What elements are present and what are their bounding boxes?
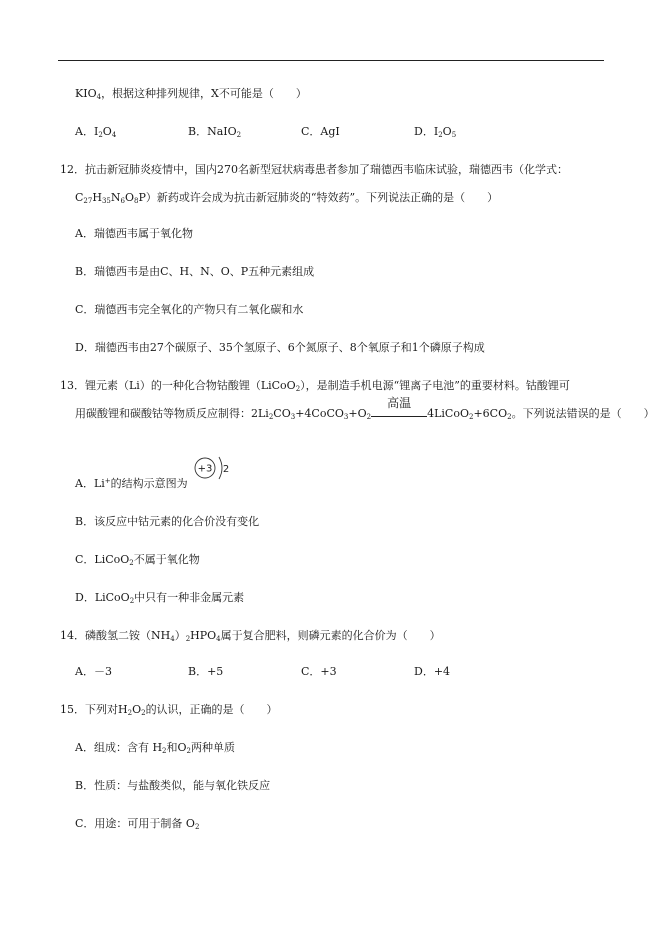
lithium-ion-structure-diagram [192,456,232,482]
q13-option-b: B．该反应中钴元素的化合价没有变化 [75,515,260,528]
q11-option-a: A．$I_2O_4$ [75,125,117,139]
q15-option-b: B．性质：与盐酸类似，能与氧化铁反应 [75,779,271,792]
q14-option-b: B．+5 [188,665,224,678]
q11-stem: $KIO_4$，根据这种排列规律，X不可能是（ ） [75,87,307,101]
q14-option-c: C．+3 [301,665,337,678]
q14-option-a: A．－3 [75,665,112,678]
nucleus-charge: +3 [197,463,213,475]
q15-option-c: C．用途：可用于制备 $O_2$ [75,817,200,831]
q12-stem-line1: 12．抗击新冠肺炎疫情中，国内270名新型冠状病毒患者参加了瑞德西韦临床试验，瑞德西韦（化学式： [60,163,568,176]
electron-count: 2 [222,464,230,475]
q12-stem-line2: $C_{27}H_{35}N_6O_8P$）新药或许会成为抗击新冠肺炎的“特效药”。下列说法正确的是（ ） [75,191,499,205]
q12-option-a: A．瑞德西韦属于氧化物 [75,227,193,240]
q13-option-a: A．Li+的结构示意图为 [75,477,188,490]
q11-option-b: B．NaIO$_2$ [188,125,242,139]
q12-option-c: C．瑞德西韦完全氧化的产物只有二氧化碳和水 [75,303,304,316]
q12-option-b: B．瑞德西韦是由C、H、N、O、P五种元素组成 [75,265,315,278]
q14-option-d: D．+4 [414,665,451,678]
reaction-condition: 高温 [371,406,427,422]
q13-stem-line2: 用碳酸锂和碳酸钴等物质反应制得：$2Li_2CO_3+4CoCO_3+O_2$ 高温 $4LiCoO_2+6CO_2$。下列说法错误的是（ ） [75,396,655,421]
q13-option-c: C．LiCoO$_2$不属于氧化物 [75,553,200,567]
q12-option-d: D．瑞德西韦由27个碳原子、35个氢原子、6个氮原子、8个氧原子和1个磷原子构成 [75,341,485,354]
q11-option-c: C．AgI [301,125,340,138]
q12-formula: $C_{27}H_{35}N_6O_8P$ [75,191,146,205]
q14-stem: 14．磷酸氢二铵$(NH_4)_2HPO_4$属于复合肥料，则磷元素的化合价为（ ） [60,629,441,643]
q13-stem-line1: 13．锂元素（Li）的一种化合物钴酸锂（LiCoO$_2$），是制造手机电源“锂离子电池”的重要材料。钴酸锂可 [60,379,570,393]
q11-option-d: D．$I_2O_5$ [414,125,457,139]
q13-option-d: D．LiCoO$_2$中只有一种非金属元素 [75,591,245,605]
q15-option-a: A．组成：含有 $H_2$和$O_2$两种单质 [75,741,236,755]
header-rule [58,60,604,61]
q15-stem: 15．下列对$H_2O_2$的认识，正确的是（ ） [60,703,278,717]
q13-equation: $2Li_2CO_3+4CoCO_3+O_2$ 高温 $4LiCoO_2+6CO_2$ [251,396,512,421]
